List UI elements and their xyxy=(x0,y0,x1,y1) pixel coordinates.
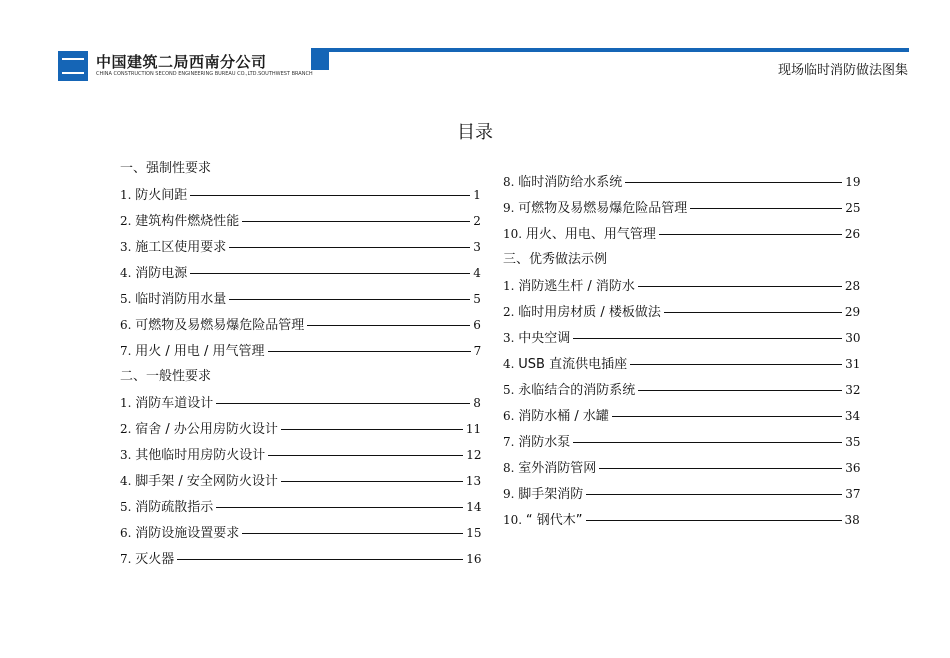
toc-entry xyxy=(503,174,861,191)
toc-entry xyxy=(503,200,861,217)
entry-number: 5. xyxy=(503,383,519,397)
entry-number: 1. xyxy=(120,188,136,202)
leader-line xyxy=(216,403,470,404)
entry-label: 室外消防管网 xyxy=(518,461,597,476)
leader-line xyxy=(268,351,471,352)
toc-entry xyxy=(120,187,481,204)
entry-label: 可燃物及易燃易爆危险品管理 xyxy=(518,201,688,216)
entry-number: 5. xyxy=(120,292,136,306)
page-number: 25 xyxy=(845,201,861,215)
leader-line xyxy=(268,455,463,456)
toc-entry xyxy=(120,239,481,256)
section-label: 二、一般性要求 xyxy=(120,369,212,384)
entry-number: 8. xyxy=(503,461,519,475)
entry-label: 用火 / 用电 / 用气管理 xyxy=(135,344,265,359)
page-number: 12 xyxy=(466,448,482,462)
entry-number: 9. xyxy=(503,201,519,215)
leader-line xyxy=(177,559,463,560)
entry-number: 2. xyxy=(120,422,136,436)
entry-number: 4. xyxy=(503,357,519,371)
page-number: 32 xyxy=(845,383,861,397)
page-number: 35 xyxy=(845,435,861,449)
page-number: 36 xyxy=(845,461,861,475)
toc-entry xyxy=(120,551,482,568)
toc-entry xyxy=(120,291,481,308)
toc-entry xyxy=(503,330,861,347)
leader-line xyxy=(625,182,842,183)
leader-line xyxy=(664,312,842,313)
leader-line xyxy=(630,364,842,365)
entry-label: 临时用房材质 / 楼板做法 xyxy=(518,305,661,320)
leader-line xyxy=(190,195,470,196)
page-number: 29 xyxy=(844,305,861,319)
leader-line xyxy=(229,299,470,300)
page-number: 16 xyxy=(466,552,482,566)
leader-line xyxy=(690,208,842,209)
entry-label: 建筑构件燃烧性能 xyxy=(135,214,240,229)
entry-label: USB 直流供电插座 xyxy=(518,357,628,372)
toc-entry xyxy=(120,525,482,542)
leader-line xyxy=(242,533,463,534)
entry-number: 3. xyxy=(120,240,136,254)
leader-line xyxy=(229,247,470,248)
entry-number: 7. xyxy=(120,344,136,358)
toc-entry xyxy=(503,278,860,295)
entry-label: 可燃物及易燃易爆危险品管理 xyxy=(135,318,305,333)
page-number: 14 xyxy=(466,500,482,514)
entry-label: “ 钢代木” xyxy=(525,513,583,528)
entry-label: 灭火器 xyxy=(135,552,175,567)
page-number: 3 xyxy=(473,240,481,254)
entry-label: 消防疏散指示 xyxy=(135,500,214,515)
page-number: 28 xyxy=(844,279,861,293)
company-english-name: CHINA CONSTRUCTION SECOND ENGINEERING BUREAU CO.,LTD.SOUTHWEST BRANCH xyxy=(96,71,313,77)
page-number: 15 xyxy=(466,526,482,540)
entry-label: 消防水泵 xyxy=(518,435,571,450)
toc-entry xyxy=(120,473,481,490)
leader-line xyxy=(281,481,463,482)
page-number: 13 xyxy=(465,474,482,488)
company-name: 中国建筑二局西南分公司 xyxy=(96,53,267,71)
entry-number: 10. xyxy=(503,513,526,527)
page-number: 37 xyxy=(845,487,861,501)
entry-number: 4. xyxy=(120,474,136,488)
entry-label: 消防逃生杆 / 消防水 xyxy=(518,279,635,294)
document-title: 现场临时消防做法图集 xyxy=(777,63,908,78)
entry-label: 消防设施设置要求 xyxy=(135,526,240,541)
entry-label: 永临结合的消防系统 xyxy=(518,383,636,398)
entry-number: 3. xyxy=(503,331,519,345)
toc-entry xyxy=(503,382,861,399)
entry-number: 8. xyxy=(503,175,519,189)
entry-number: 5. xyxy=(120,500,136,514)
toc-entry xyxy=(503,408,860,425)
toc-entry xyxy=(120,265,481,282)
page-number: 4 xyxy=(473,266,481,280)
entry-label: 宿舍 / 办公用房防火设计 xyxy=(135,422,278,437)
company-logo-icon xyxy=(58,51,88,81)
toc-entry xyxy=(503,434,861,451)
entry-label: 中央空调 xyxy=(518,331,571,346)
toc-entry xyxy=(120,499,482,516)
section-label: 三、优秀做法示例 xyxy=(503,252,608,267)
toc-entry xyxy=(503,486,861,503)
leader-line xyxy=(638,390,842,391)
page-number: 19 xyxy=(845,175,861,189)
leader-line xyxy=(638,286,842,287)
page-number: 11 xyxy=(465,422,482,436)
section-label: 一、强制性要求 xyxy=(120,161,212,176)
entry-number: 6. xyxy=(120,318,136,332)
entry-number: 2. xyxy=(120,214,136,228)
toc-entry xyxy=(503,226,860,243)
entry-number: 1. xyxy=(503,279,519,293)
toc-entry xyxy=(503,304,860,321)
entry-label: 脚手架 / 安全网防火设计 xyxy=(135,474,278,489)
toc-entry xyxy=(503,512,860,529)
entry-label: 临时消防用水量 xyxy=(135,292,227,307)
page-number: 2 xyxy=(473,214,481,228)
toc-right-column xyxy=(503,0,862,658)
entry-label: 施工区使用要求 xyxy=(135,240,227,255)
toc-left-column xyxy=(120,0,483,658)
entry-label: 临时消防给水系统 xyxy=(518,175,623,190)
entry-label: 防火间距 xyxy=(135,188,188,203)
toc-entry xyxy=(120,317,481,334)
page-number: 8 xyxy=(473,396,481,410)
leader-line xyxy=(599,468,842,469)
leader-line xyxy=(281,429,463,430)
leader-line xyxy=(242,221,470,222)
leader-line xyxy=(573,338,842,339)
toc-entry xyxy=(120,395,481,412)
entry-number: 10. xyxy=(503,227,526,241)
page-number: 26 xyxy=(844,227,861,241)
toc-entry xyxy=(503,460,861,477)
entry-label: 消防水桶 / 水罐 xyxy=(518,409,609,424)
page-number: 5 xyxy=(473,292,481,306)
entry-label: 消防车道设计 xyxy=(135,396,214,411)
leader-line xyxy=(659,234,842,235)
toc-entry xyxy=(120,447,482,464)
entry-number: 7. xyxy=(120,552,136,566)
entry-number: 7. xyxy=(503,435,519,449)
leader-line xyxy=(216,507,463,508)
entry-number: 2. xyxy=(503,305,519,319)
entry-label: 其他临时用房防火设计 xyxy=(135,448,266,463)
page-number: 34 xyxy=(844,409,861,423)
entry-number: 6. xyxy=(120,526,136,540)
toc-section-heading xyxy=(120,161,211,177)
leader-line xyxy=(190,273,470,274)
page-number: 1 xyxy=(473,188,481,202)
entry-number: 4. xyxy=(120,266,136,280)
page-number: 38 xyxy=(844,513,860,527)
page-number: 7 xyxy=(473,344,482,358)
toc-section-heading xyxy=(120,369,211,385)
page-number: 30 xyxy=(845,331,861,345)
entry-label: 用火、用电、用气管理 xyxy=(525,227,656,242)
entry-number: 3. xyxy=(120,448,136,462)
page-number: 6 xyxy=(473,318,481,332)
leader-line xyxy=(586,520,842,521)
toc-entry xyxy=(120,421,481,438)
toc-entry xyxy=(120,213,481,230)
leader-line xyxy=(612,416,842,417)
toc-entry xyxy=(503,356,860,373)
entry-label: 消防电源 xyxy=(135,266,188,281)
entry-number: 1. xyxy=(120,396,136,410)
leader-line xyxy=(586,494,842,495)
toc-section-heading xyxy=(503,252,607,268)
page-number: 31 xyxy=(845,357,861,371)
entry-number: 6. xyxy=(503,409,519,423)
toc-entry xyxy=(120,343,481,360)
leader-line xyxy=(307,325,470,326)
leader-line xyxy=(573,442,842,443)
toc-heading: 目录 xyxy=(457,122,493,143)
entry-label: 脚手架消防 xyxy=(518,487,584,502)
entry-number: 9. xyxy=(503,487,519,501)
